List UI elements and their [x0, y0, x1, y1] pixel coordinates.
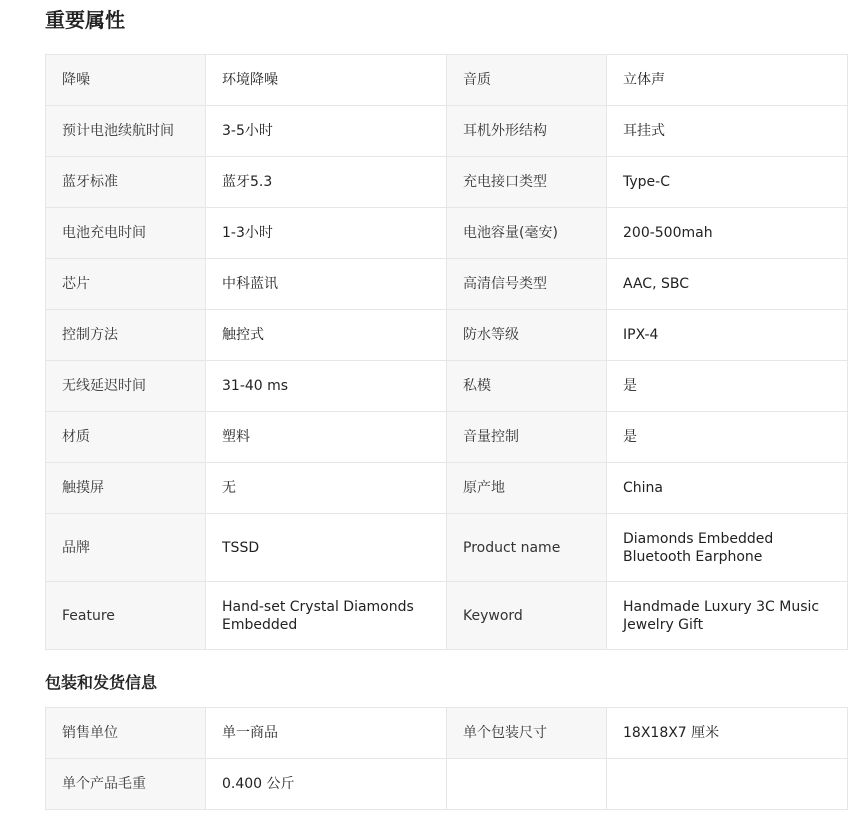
packaging-title: 包装和发货信息 — [45, 673, 158, 692]
attribute-key: 控制方法 — [46, 310, 206, 361]
attribute-key: 防水等级 — [447, 310, 607, 361]
attribute-value: 中科蓝讯 — [206, 259, 447, 310]
attribute-row — [46, 106, 848, 157]
attribute-key: 音质 — [447, 55, 607, 106]
attribute-key: 蓝牙标准 — [46, 157, 206, 208]
attribute-value: 环境降噪 — [206, 55, 447, 106]
attribute-key: 原产地 — [447, 463, 607, 514]
packaging-key: 单个包装尺寸 — [447, 708, 607, 759]
attribute-key: Feature — [46, 582, 206, 650]
packaging-row — [46, 759, 848, 810]
attribute-value: 立体声 — [607, 55, 848, 106]
attribute-row — [46, 514, 848, 582]
attribute-row — [46, 412, 848, 463]
attribute-value: 蓝牙5.3 — [206, 157, 447, 208]
packaging-value: 单一商品 — [206, 708, 447, 759]
attribute-key: 降噪 — [46, 55, 206, 106]
packaging-key: 销售单位 — [46, 708, 206, 759]
attribute-key: 耳机外形结构 — [447, 106, 607, 157]
attribute-value: 耳挂式 — [607, 106, 848, 157]
packaging-value — [607, 759, 848, 810]
attribute-row — [46, 55, 848, 106]
attribute-row — [46, 361, 848, 412]
attributes-title: 重要属性 — [45, 8, 125, 32]
attribute-value: TSSD — [206, 514, 447, 582]
attribute-value: 是 — [607, 361, 848, 412]
attribute-key: 电池容量(毫安) — [447, 208, 607, 259]
attribute-key: 电池充电时间 — [46, 208, 206, 259]
attribute-row — [46, 259, 848, 310]
packaging-row — [46, 708, 848, 759]
attribute-value: China — [607, 463, 848, 514]
attribute-key: 高清信号类型 — [447, 259, 607, 310]
packaging-value: 18X18X7 厘米 — [607, 708, 848, 759]
attribute-value: Handmade Luxury 3C Music Jewelry Gift — [607, 582, 848, 650]
attribute-key: 品牌 — [46, 514, 206, 582]
attribute-row — [46, 310, 848, 361]
attribute-key: 无线延迟时间 — [46, 361, 206, 412]
attribute-value: Hand-set Crystal Diamonds Embedded — [206, 582, 447, 650]
packaging-table — [45, 707, 848, 810]
attribute-value: 200-500mah — [607, 208, 848, 259]
attribute-row — [46, 157, 848, 208]
attribute-value: 塑料 — [206, 412, 447, 463]
attribute-key: 预计电池续航时间 — [46, 106, 206, 157]
attribute-key: 私模 — [447, 361, 607, 412]
attribute-row — [46, 463, 848, 514]
attribute-row — [46, 208, 848, 259]
packaging-key: 单个产品毛重 — [46, 759, 206, 810]
attribute-value: 1-3小时 — [206, 208, 447, 259]
attribute-row — [46, 582, 848, 650]
attribute-value: 31-40 ms — [206, 361, 447, 412]
packaging-key — [447, 759, 607, 810]
attribute-value: Diamonds Embedded Bluetooth Earphone — [607, 514, 848, 582]
attribute-value: 是 — [607, 412, 848, 463]
attribute-value: IPX-4 — [607, 310, 848, 361]
attribute-value: 无 — [206, 463, 447, 514]
attributes-table — [45, 54, 848, 650]
attribute-key: 触摸屏 — [46, 463, 206, 514]
attribute-value: AAC, SBC — [607, 259, 848, 310]
attribute-key: 芯片 — [46, 259, 206, 310]
attribute-key: Product name — [447, 514, 607, 582]
packaging-value: 0.400 公斤 — [206, 759, 447, 810]
attribute-key: Keyword — [447, 582, 607, 650]
attribute-value: Type-C — [607, 157, 848, 208]
attribute-key: 充电接口类型 — [447, 157, 607, 208]
attribute-key: 材质 — [46, 412, 206, 463]
attribute-key: 音量控制 — [447, 412, 607, 463]
attribute-value: 触控式 — [206, 310, 447, 361]
attribute-value: 3-5小时 — [206, 106, 447, 157]
